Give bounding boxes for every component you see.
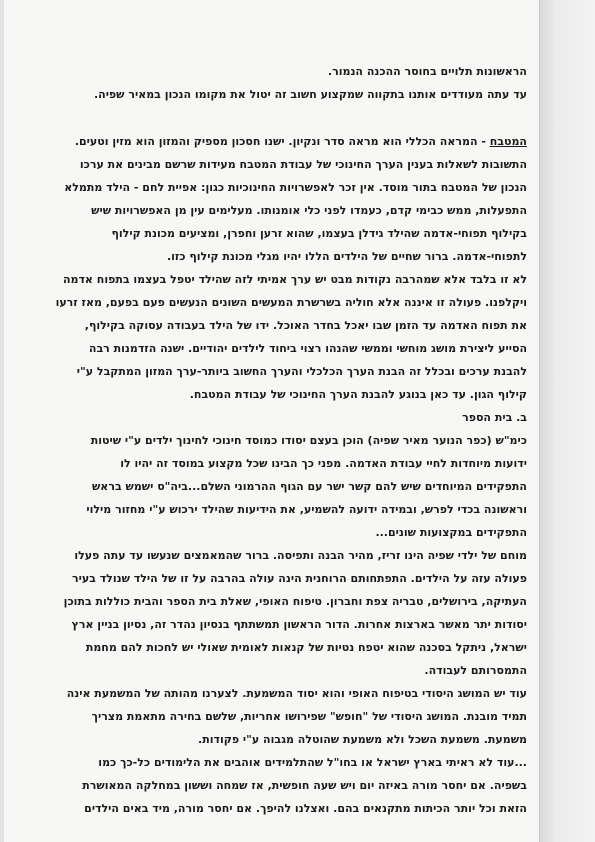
page-left-edge [0,0,4,842]
school-line: מוחם של ילדי שפיה הינו זריז, מהיר הבנה ותפיסה. ברור שהמאמצים שנעשו עד עתה פעלו [74,549,527,562]
school-paragraph-3 [32,682,527,751]
school-line: התפקידים המיוחדים שיש להם קשר ישר עם הגוף ההרמוני השלם...ביה"ס ישמש בראש [91,480,527,493]
school-line: עוד יש המושג היסודי בטיפוח האופי והוא יסוד המשמעת. לצערנו מהותה של המשמעת אינה [66,687,527,700]
school-line: התמסרותם לעבודה. [424,664,527,677]
kitchen-first-rest: - המראה הכללי הוא מראה סדר ונקיון. ישנו חסכון מספיק והמזון הוא מזין וטעים. [74,135,490,148]
school-line: ישראל, ניתקל בסכנה שהוא יטפח נטיות של קנאות לאומית שאולי יש לחכות להם מחמת [85,641,527,654]
school-paragraph-2 [32,544,527,682]
school-line: יסודות יתר מאשר בארצות אחרות. הדור הראשון תמשתתף בנסיון נהדר זה, נסיון בניין ארץ [71,618,527,631]
page-binding-strip [539,0,595,842]
kitchen-line: לתפוחי-אדמה. ברור שחיים של הילדים הללו יהיו מגלי מכונת קילוף כזו. [166,250,527,263]
kitchen-paragraph [32,130,527,406]
school-paragraph-4 [32,751,527,820]
kitchen-line: ויקלפנו. פעולה זו איננה אלא חוליה בשרשרת המעשים השונים הנעשים פעם בפעם, מאז זרעו [55,296,527,309]
school-line: ידועות מיוחדות לחיי עבודת האדמה. מפני כך הבינו שכל מקצוע במוסד זה יהיו לו [120,457,527,470]
school-line: העתיקה, בירושלים, טבריה צפת וחברון. טיפוח האופי, שאלת בית הספר והבית כוללות בתוכן [63,595,527,608]
document-body [32,60,527,820]
school-line: התפקידים במקצועות שונים... [375,526,527,539]
kitchen-first-line [32,130,527,153]
kitchen-label: המטבח [489,135,527,148]
school-line: פעולה עזה על הילדים. התפתחותם הרוחנית הינה עולה בהרבה על זו של הילד שנולד בעיר [71,572,527,585]
intro-line-1: הראשונות תלויים בחוסר ההכנה הנמור. [327,65,527,78]
kitchen-line: להבנת ערכים ובכלל זה הבנת הערך הכלכלי והערך החשוב ביותר-ערך המזון המתקבל ע"י [76,365,527,378]
school-line: כימ"ש (כפר הנוער מאיר שפיה) הוכן בעצם יסודו כמוסד חינוכי לחינוך ילדים ע"י שיטות [90,434,527,447]
kitchen-line: התשובות לשאלות בענין הערך החינוכי של עבודת המטבח מעידות שרשם מבינים את ערכו [79,158,527,171]
school-line: ...עוד לא ראיתי בארץ ישראל או בחו"ל שהתלמידים אוהבים את הלימודים כל-כך כמו [98,756,527,769]
school-paragraph-1 [32,429,527,544]
kitchen-line: קילוף הגון. עד כאן בנוגע להבנת הערך החינוכי של עבודת המטבח. [189,388,527,401]
school-line: תמיד מובנת. המושג היסודי של "חופש" שפירושו אחריות, שלשם בחירה מתאמת מצריך [91,710,527,723]
school-line: וראשונה בכדי לפרש, ובמידה ידועה להשמיע, את הידיעות שהילד ירכוש ע"י מחזור מילוי [86,503,527,516]
school-line: הזאת וכל יותר הכיתות מתקנאים בהם. ואצלנו להיפך. אם יחסר מורה, מיד באים הילדים [84,802,527,815]
kitchen-line: את תפוח האדמה עד הזמן שבו יאכל בחדר האוכל. ידו של הילד בעבודה עסוקה בקילוף, [84,319,527,332]
kitchen-line: התפעלות, ממש כבימי קדם, כעמדו לפני כלי אומנותו. מעלימים עין מן האפשרויות שיש [91,204,527,217]
school-line: בשפיה. אם יחסר מורה באיזה יום ויש שעה חופשית, אז שמחה וששון במחלקה המאושרת [82,779,527,792]
school-heading: ב. בית הספר [462,411,527,424]
intro-line-2: עד עתה מעודדים אותנו בתקווה שמקצוע חשוב זה יטול את מקומו הנכון במאיר שפיה. [93,88,527,101]
kitchen-line: בקילוף תפוחי-אדמה שהילד גידלן בעצמו, שהוא זרען וחפרן, ומציעים מכונת קילוף [111,227,527,240]
kitchen-line: הסייע ליצירת מושג מוחשי וממשי שהנהו רצוי ביחוד לילדים יהודיים. ישנה הזדמנות רבה [88,342,527,355]
kitchen-line: הנכון של המטבח בתור מוסד. אין זכר לאפשרויות החינוכיות כגון: אפיית לחם - הילד מתמלא [64,181,527,194]
kitchen-line: לא זו בלבד אלא שמהרבה נקודות מבט יש ערך אמיתי לזה שהילד יטפל בעצמו בתפוח אדמה [62,273,527,286]
school-line: משמעת. משמעת השכל ולא משמעת שהוטלה מגבוה ע"י פקודות. [198,733,527,746]
